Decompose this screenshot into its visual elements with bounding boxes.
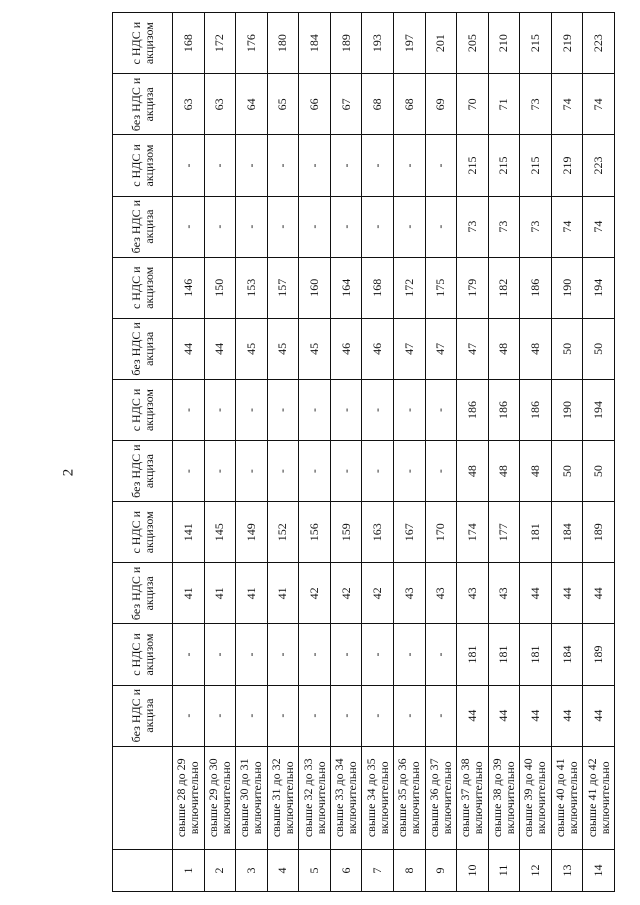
price-cell: 149 [236, 502, 268, 563]
price-cell: - [330, 135, 362, 196]
price-cell: 48 [488, 441, 520, 502]
row-range: свыше 33 до 34 включительно [330, 746, 362, 849]
price-cell: 41 [267, 563, 299, 624]
header-no-vat: без НДС и акциза [113, 318, 173, 379]
price-cell: - [393, 196, 425, 257]
price-cell: - [173, 379, 205, 440]
price-cell: - [204, 379, 236, 440]
header-range-cell [113, 746, 173, 849]
price-cell: - [267, 441, 299, 502]
page-number: 2 [60, 468, 77, 477]
price-cell: 176 [236, 13, 268, 74]
price-cell: 164 [330, 257, 362, 318]
price-cell: - [204, 441, 236, 502]
price-cell: 174 [457, 502, 489, 563]
row-range: свыше 41 до 42 включительно [583, 746, 615, 849]
price-cell: - [425, 379, 457, 440]
price-cell: - [267, 624, 299, 685]
price-cell: - [425, 685, 457, 746]
price-cell: 74 [583, 74, 615, 135]
price-cell: 46 [330, 318, 362, 379]
price-cell: 63 [173, 74, 205, 135]
price-cell: 73 [520, 74, 552, 135]
price-cell: 159 [330, 502, 362, 563]
price-cell: - [173, 135, 205, 196]
price-cell: - [204, 624, 236, 685]
price-cell: 43 [457, 563, 489, 624]
price-cell: 177 [488, 502, 520, 563]
price-cell: 43 [425, 563, 457, 624]
price-cell: - [299, 624, 331, 685]
row-index: 14 [583, 849, 615, 891]
row-index: 3 [236, 849, 268, 891]
header-with-vat: с НДС и акцизом [113, 502, 173, 563]
price-cell: 170 [425, 502, 457, 563]
price-cell: - [173, 624, 205, 685]
price-cell: 63 [204, 74, 236, 135]
price-cell: 181 [457, 624, 489, 685]
row-range: свыше 35 до 36 включительно [393, 746, 425, 849]
table-row [583, 13, 615, 892]
price-cell: 186 [520, 379, 552, 440]
row-index: 10 [457, 849, 489, 891]
price-cell: - [393, 441, 425, 502]
price-cell: 163 [362, 502, 394, 563]
table-row [393, 13, 425, 892]
price-cell: 45 [267, 318, 299, 379]
price-cell: 157 [267, 257, 299, 318]
price-cell: 219 [551, 135, 583, 196]
price-cell: 184 [551, 624, 583, 685]
price-cell: 45 [236, 318, 268, 379]
price-cell: 44 [551, 685, 583, 746]
price-cell: 182 [488, 257, 520, 318]
price-cell: - [299, 379, 331, 440]
price-cell: 74 [551, 196, 583, 257]
price-cell: 193 [362, 13, 394, 74]
price-cell: - [362, 624, 394, 685]
header-no-vat: без НДС и акциза [113, 563, 173, 624]
price-cell: 181 [520, 502, 552, 563]
price-cell: 41 [173, 563, 205, 624]
row-index: 1 [173, 849, 205, 891]
price-cell: - [236, 379, 268, 440]
row-index: 2 [204, 849, 236, 891]
price-cell: 67 [330, 74, 362, 135]
price-cell: 47 [425, 318, 457, 379]
price-cell: - [173, 196, 205, 257]
price-cell: 153 [236, 257, 268, 318]
price-cell: 71 [488, 74, 520, 135]
price-cell: 215 [520, 13, 552, 74]
header-index-cell [113, 849, 173, 891]
header-with-vat: с НДС и акцизом [113, 135, 173, 196]
price-cell: 175 [425, 257, 457, 318]
price-cell: 194 [583, 257, 615, 318]
price-cell: 215 [520, 135, 552, 196]
table-row [267, 13, 299, 892]
row-range: свыше 34 до 35 включительно [362, 746, 394, 849]
price-cell: 201 [425, 13, 457, 74]
price-cell: - [393, 379, 425, 440]
header-with-vat: с НДС и акцизом [113, 13, 173, 74]
price-cell: - [393, 624, 425, 685]
price-cell: - [204, 196, 236, 257]
price-cell: 44 [551, 563, 583, 624]
row-index: 5 [299, 849, 331, 891]
row-index: 7 [362, 849, 394, 891]
price-cell: 48 [457, 441, 489, 502]
price-cell: 44 [204, 318, 236, 379]
price-cell: 168 [362, 257, 394, 318]
price-cell: 184 [551, 502, 583, 563]
header-with-vat: с НДС и акцизом [113, 379, 173, 440]
price-cell: 186 [457, 379, 489, 440]
price-cell: 73 [457, 196, 489, 257]
table-row [457, 13, 489, 892]
price-cell: 215 [488, 135, 520, 196]
price-cell: - [236, 685, 268, 746]
price-cell: 43 [488, 563, 520, 624]
row-range: свыше 40 до 41 включительно [551, 746, 583, 849]
price-cell: 223 [583, 13, 615, 74]
price-cell: 152 [267, 502, 299, 563]
price-cell: 73 [488, 196, 520, 257]
price-cell: 181 [488, 624, 520, 685]
row-range: свыше 30 до 31 включительно [236, 746, 268, 849]
price-cell: 223 [583, 135, 615, 196]
price-cell: 44 [488, 685, 520, 746]
table-row [551, 13, 583, 892]
price-cell: 189 [330, 13, 362, 74]
table-body [173, 13, 615, 892]
row-index: 13 [551, 849, 583, 891]
price-cell: 184 [299, 13, 331, 74]
price-cell: - [362, 135, 394, 196]
price-cell: 48 [520, 318, 552, 379]
price-cell: 74 [551, 74, 583, 135]
price-cell: - [299, 685, 331, 746]
row-range: свыше 37 до 38 включительно [457, 746, 489, 849]
table-row [362, 13, 394, 892]
price-cell: 146 [173, 257, 205, 318]
price-cell: 65 [267, 74, 299, 135]
price-cell: 44 [583, 685, 615, 746]
price-cell: 50 [551, 441, 583, 502]
price-cell: 41 [236, 563, 268, 624]
price-cell: 50 [583, 318, 615, 379]
price-cell: - [425, 441, 457, 502]
price-cell: 145 [204, 502, 236, 563]
price-cell: 69 [425, 74, 457, 135]
price-cell: 180 [267, 13, 299, 74]
price-cell: - [267, 685, 299, 746]
price-cell: - [393, 135, 425, 196]
price-cell: - [236, 624, 268, 685]
price-cell: 179 [457, 257, 489, 318]
row-index: 4 [267, 849, 299, 891]
price-cell: - [425, 624, 457, 685]
price-cell: 181 [520, 624, 552, 685]
price-cell: - [330, 196, 362, 257]
price-cell: 42 [330, 563, 362, 624]
header-no-vat: без НДС и акциза [113, 196, 173, 257]
table-row [425, 13, 457, 892]
price-cell: - [267, 379, 299, 440]
price-cell: - [330, 624, 362, 685]
price-cell: - [204, 685, 236, 746]
price-cell: 186 [520, 257, 552, 318]
row-range: свыше 36 до 37 включительно [425, 746, 457, 849]
price-cell: 197 [393, 13, 425, 74]
price-cell: 73 [520, 196, 552, 257]
price-cell: - [236, 441, 268, 502]
price-cell: - [299, 196, 331, 257]
row-range: свыше 32 до 33 включительно [299, 746, 331, 849]
price-cell: - [393, 685, 425, 746]
row-range: свыше 38 до 39 включительно [488, 746, 520, 849]
row-range: свыше 31 до 32 включительно [267, 746, 299, 849]
price-cell: - [425, 135, 457, 196]
row-index: 8 [393, 849, 425, 891]
row-range: свыше 39 до 40 включительно [520, 746, 552, 849]
price-cell: - [362, 441, 394, 502]
header-no-vat: без НДС и акциза [113, 441, 173, 502]
table-row [299, 13, 331, 892]
price-cell: - [425, 196, 457, 257]
price-cell: 141 [173, 502, 205, 563]
price-cell: 215 [457, 135, 489, 196]
table-row [173, 13, 205, 892]
price-cell: - [362, 196, 394, 257]
price-cell: 160 [299, 257, 331, 318]
price-cell: 44 [457, 685, 489, 746]
price-cell: 66 [299, 74, 331, 135]
price-cell: 194 [583, 379, 615, 440]
header-no-vat: без НДС и акциза [113, 685, 173, 746]
price-cell: 48 [520, 441, 552, 502]
price-cell: - [236, 135, 268, 196]
price-cell: 47 [393, 318, 425, 379]
table-row [330, 13, 362, 892]
row-index: 12 [520, 849, 552, 891]
price-cell: 219 [551, 13, 583, 74]
price-cell: 50 [583, 441, 615, 502]
price-cell: - [330, 685, 362, 746]
price-cell: - [204, 135, 236, 196]
price-cell: - [173, 441, 205, 502]
header-with-vat: с НДС и акцизом [113, 257, 173, 318]
header-with-vat: с НДС и акцизом [113, 624, 173, 685]
price-cell: 44 [583, 563, 615, 624]
price-cell: 41 [204, 563, 236, 624]
price-cell: 44 [520, 563, 552, 624]
table-row [236, 13, 268, 892]
price-cell: 74 [583, 196, 615, 257]
price-cell: 50 [551, 318, 583, 379]
price-cell: - [236, 196, 268, 257]
price-cell: - [267, 135, 299, 196]
price-cell: 190 [551, 257, 583, 318]
price-cell: 46 [362, 318, 394, 379]
price-cell: 43 [393, 563, 425, 624]
price-table [112, 12, 615, 892]
price-cell: 189 [583, 502, 615, 563]
row-index: 11 [488, 849, 520, 891]
price-cell: 186 [488, 379, 520, 440]
price-cell: 64 [236, 74, 268, 135]
price-cell: - [330, 441, 362, 502]
price-cell: - [173, 685, 205, 746]
price-cell: 68 [362, 74, 394, 135]
price-cell: 44 [520, 685, 552, 746]
rotated-table-wrapper [112, 12, 615, 892]
price-cell: - [299, 135, 331, 196]
price-cell: 68 [393, 74, 425, 135]
price-cell: 168 [173, 13, 205, 74]
price-cell: - [330, 379, 362, 440]
table-row [520, 13, 552, 892]
price-cell: 172 [393, 257, 425, 318]
price-cell: 47 [457, 318, 489, 379]
price-cell: 205 [457, 13, 489, 74]
row-index: 6 [330, 849, 362, 891]
table-row [204, 13, 236, 892]
price-cell: 156 [299, 502, 331, 563]
header-no-vat: без НДС и акциза [113, 74, 173, 135]
price-cell: 150 [204, 257, 236, 318]
table-row [488, 13, 520, 892]
price-cell: 189 [583, 624, 615, 685]
price-cell: 44 [173, 318, 205, 379]
price-cell: - [267, 196, 299, 257]
price-cell: - [362, 379, 394, 440]
header-row [113, 13, 173, 892]
price-cell: 42 [362, 563, 394, 624]
row-range: свыше 28 до 29 включительно [173, 746, 205, 849]
price-cell: - [362, 685, 394, 746]
row-index: 9 [425, 849, 457, 891]
price-cell: 167 [393, 502, 425, 563]
price-cell: - [299, 441, 331, 502]
price-cell: 210 [488, 13, 520, 74]
price-cell: 42 [299, 563, 331, 624]
price-cell: 172 [204, 13, 236, 74]
price-cell: 48 [488, 318, 520, 379]
row-range: свыше 29 до 30 включительно [204, 746, 236, 849]
price-cell: 190 [551, 379, 583, 440]
price-cell: 45 [299, 318, 331, 379]
price-cell: 70 [457, 74, 489, 135]
